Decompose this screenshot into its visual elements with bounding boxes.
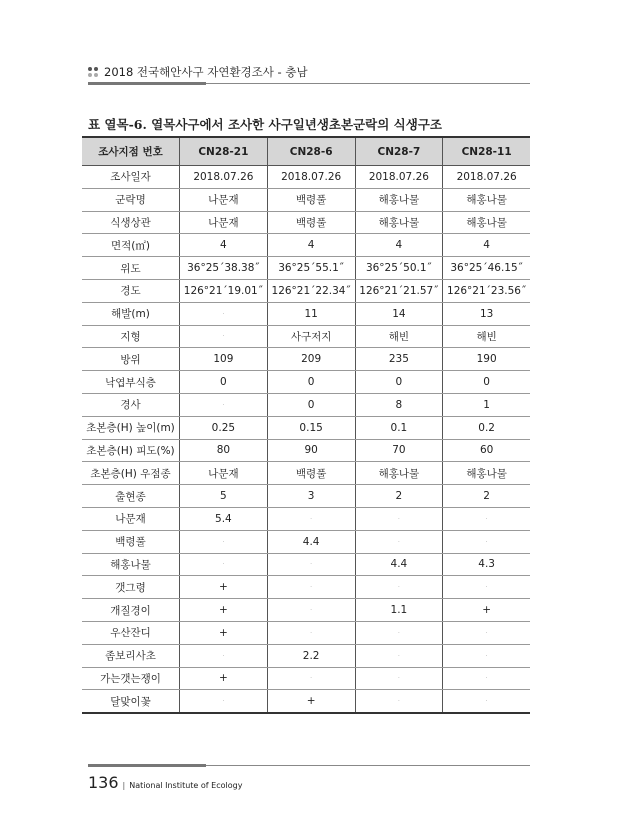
table-cell: 0 <box>355 371 443 394</box>
table-row <box>82 234 530 257</box>
table-cell: 2018.07.26 <box>443 166 530 189</box>
bullet-dots-icon <box>88 67 98 77</box>
table-cell: + <box>180 667 268 690</box>
table-cell: · <box>443 530 530 553</box>
table-cell: 0 <box>180 371 268 394</box>
table-cell: 0.2 <box>443 416 530 439</box>
table-row <box>82 644 530 667</box>
column-header: CN28-6 <box>267 137 355 166</box>
table-cell: 209 <box>267 348 355 371</box>
table-cell: · <box>267 507 355 530</box>
table-cell: 나문재 <box>180 462 268 485</box>
table-cell: 2 <box>355 485 443 508</box>
column-header: 조사지점 번호 <box>82 137 180 166</box>
table-cell: 해빈 <box>443 325 530 348</box>
table-cell: 해홍나물 <box>355 211 443 234</box>
table-cell: · <box>180 644 268 667</box>
table-cell: 8 <box>355 393 443 416</box>
table-row <box>82 439 530 462</box>
table-cell: · <box>355 530 443 553</box>
table-cell: 사구저지 <box>267 325 355 348</box>
footer-rule <box>88 765 530 766</box>
table-cell: 0 <box>267 371 355 394</box>
table-cell: · <box>443 507 530 530</box>
table-cell: + <box>180 576 268 599</box>
table-row <box>82 621 530 644</box>
row-label: 초본층(H) 피도(%) <box>82 439 180 462</box>
table-cell: 36°25´55.1˝ <box>267 257 355 280</box>
row-label: 개질경이 <box>82 599 180 622</box>
table-row <box>82 279 530 302</box>
table-cell: 0.1 <box>355 416 443 439</box>
table-cell: · <box>180 393 268 416</box>
table-cell: · <box>267 553 355 576</box>
table-row <box>82 325 530 348</box>
row-label: 군락명 <box>82 188 180 211</box>
table-cell: 80 <box>180 439 268 462</box>
table-cell: · <box>355 621 443 644</box>
table-cell: 126°21´22.34˝ <box>267 279 355 302</box>
table-cell: 235 <box>355 348 443 371</box>
table-row <box>82 257 530 280</box>
table-cell: · <box>443 621 530 644</box>
table-cell: · <box>180 530 268 553</box>
table-cell: · <box>180 302 268 325</box>
footer-separator: | <box>122 781 126 790</box>
table-row <box>82 553 530 576</box>
row-label: 달맞이꽃 <box>82 690 180 713</box>
table-cell: 백령풀 <box>267 188 355 211</box>
row-label: 가는갯는쟁이 <box>82 667 180 690</box>
row-label: 해홍나물 <box>82 553 180 576</box>
table-cell: 5 <box>180 485 268 508</box>
table-cell: · <box>443 667 530 690</box>
table-cell: 2 <box>443 485 530 508</box>
table-cell: 5.4 <box>180 507 268 530</box>
table-cell: 0.25 <box>180 416 268 439</box>
table-cell: 11 <box>267 302 355 325</box>
institute-name: National Institute of Ecology <box>129 781 243 790</box>
table-cell: + <box>267 690 355 713</box>
table-cell: 백령풀 <box>267 211 355 234</box>
table-cell: · <box>180 553 268 576</box>
table-cell: 126°21´19.01˝ <box>180 279 268 302</box>
table-cell: · <box>443 576 530 599</box>
table-cell: 13 <box>443 302 530 325</box>
table-cell: + <box>180 621 268 644</box>
vegetation-table <box>82 136 530 714</box>
table-cell: · <box>355 667 443 690</box>
table-row <box>82 599 530 622</box>
table-cell: 14 <box>355 302 443 325</box>
table-row <box>82 348 530 371</box>
table-cell: · <box>180 690 268 713</box>
table-cell: · <box>355 644 443 667</box>
row-label: 갯그령 <box>82 576 180 599</box>
row-label: 조사일자 <box>82 166 180 189</box>
header-rule <box>88 83 530 84</box>
table-cell: 4.4 <box>355 553 443 576</box>
table-cell: 해홍나물 <box>443 462 530 485</box>
table-cell: · <box>267 599 355 622</box>
table-row <box>82 302 530 325</box>
table-row <box>82 690 530 713</box>
row-label: 낙엽부식층 <box>82 371 180 394</box>
table-title: 표 열목-6. 열목사구에서 조사한 사구일년생초본군락의 식생구조 <box>88 117 442 132</box>
table-cell: 1.1 <box>355 599 443 622</box>
row-label: 나문재 <box>82 507 180 530</box>
table-cell: 2018.07.26 <box>355 166 443 189</box>
table-cell: · <box>267 621 355 644</box>
table-cell: + <box>180 599 268 622</box>
table-cell: 해홍나물 <box>355 462 443 485</box>
table-cell: 0.15 <box>267 416 355 439</box>
table-cell: · <box>443 644 530 667</box>
table-cell: 해홍나물 <box>443 188 530 211</box>
table-cell: · <box>355 690 443 713</box>
row-label: 경도 <box>82 279 180 302</box>
table-cell: 90 <box>267 439 355 462</box>
table-cell: 4.4 <box>267 530 355 553</box>
table-cell: 0 <box>443 371 530 394</box>
table-cell: · <box>180 325 268 348</box>
table-row <box>82 462 530 485</box>
running-header <box>88 64 308 80</box>
table-cell: 36°25´38.38˝ <box>180 257 268 280</box>
row-label: 좀보리사초 <box>82 644 180 667</box>
table-cell: 4 <box>355 234 443 257</box>
table-row <box>82 166 530 189</box>
table-cell: 36°25´46.15˝ <box>443 257 530 280</box>
running-title: 2018 전국해안사구 자연환경조사 - 충남 <box>104 65 308 79</box>
row-label: 백령풀 <box>82 530 180 553</box>
table-cell: 나문재 <box>180 211 268 234</box>
row-label: 출현종 <box>82 485 180 508</box>
table-row <box>82 393 530 416</box>
page-number: 136 <box>88 773 119 792</box>
table-row <box>82 371 530 394</box>
row-label: 초본층(H) 높이(m) <box>82 416 180 439</box>
table-row <box>82 530 530 553</box>
table-cell: 2018.07.26 <box>267 166 355 189</box>
column-header: CN28-7 <box>355 137 443 166</box>
table-row <box>82 211 530 234</box>
table-cell: 백령풀 <box>267 462 355 485</box>
footer <box>88 773 242 792</box>
table-cell: 36°25´50.1˝ <box>355 257 443 280</box>
table-cell: 1 <box>443 393 530 416</box>
table-cell: · <box>355 507 443 530</box>
row-label: 면적(㎡) <box>82 234 180 257</box>
table-cell: 0 <box>267 393 355 416</box>
row-label: 초본층(H) 우점종 <box>82 462 180 485</box>
table-cell: 60 <box>443 439 530 462</box>
table-cell: · <box>355 576 443 599</box>
table-cell: 3 <box>267 485 355 508</box>
table-cell: + <box>443 599 530 622</box>
row-label: 위도 <box>82 257 180 280</box>
row-label: 우산잔디 <box>82 621 180 644</box>
table-cell: 해홍나물 <box>355 188 443 211</box>
column-header: CN28-21 <box>180 137 268 166</box>
column-header: CN28-11 <box>443 137 530 166</box>
table-row <box>82 576 530 599</box>
table-cell: 4 <box>180 234 268 257</box>
row-label: 해발(m) <box>82 302 180 325</box>
table-row <box>82 416 530 439</box>
table-cell: · <box>267 667 355 690</box>
table-cell: 해홍나물 <box>443 211 530 234</box>
table-cell: 4 <box>443 234 530 257</box>
row-label: 경사 <box>82 393 180 416</box>
table-row <box>82 667 530 690</box>
row-label: 식생상관 <box>82 211 180 234</box>
table-cell: 4.3 <box>443 553 530 576</box>
table-cell: · <box>443 690 530 713</box>
table-cell: 나문재 <box>180 188 268 211</box>
table-row <box>82 507 530 530</box>
table-cell: 70 <box>355 439 443 462</box>
table-cell: 해빈 <box>355 325 443 348</box>
row-label: 지형 <box>82 325 180 348</box>
row-label: 방위 <box>82 348 180 371</box>
table-row <box>82 188 530 211</box>
table-cell: 190 <box>443 348 530 371</box>
table-row <box>82 485 530 508</box>
table-cell: 2.2 <box>267 644 355 667</box>
table-cell: 109 <box>180 348 268 371</box>
table-cell: 126°21´23.56˝ <box>443 279 530 302</box>
table-cell: · <box>267 576 355 599</box>
table-cell: 4 <box>267 234 355 257</box>
table-cell: 126°21´21.57˝ <box>355 279 443 302</box>
table-cell: 2018.07.26 <box>180 166 268 189</box>
